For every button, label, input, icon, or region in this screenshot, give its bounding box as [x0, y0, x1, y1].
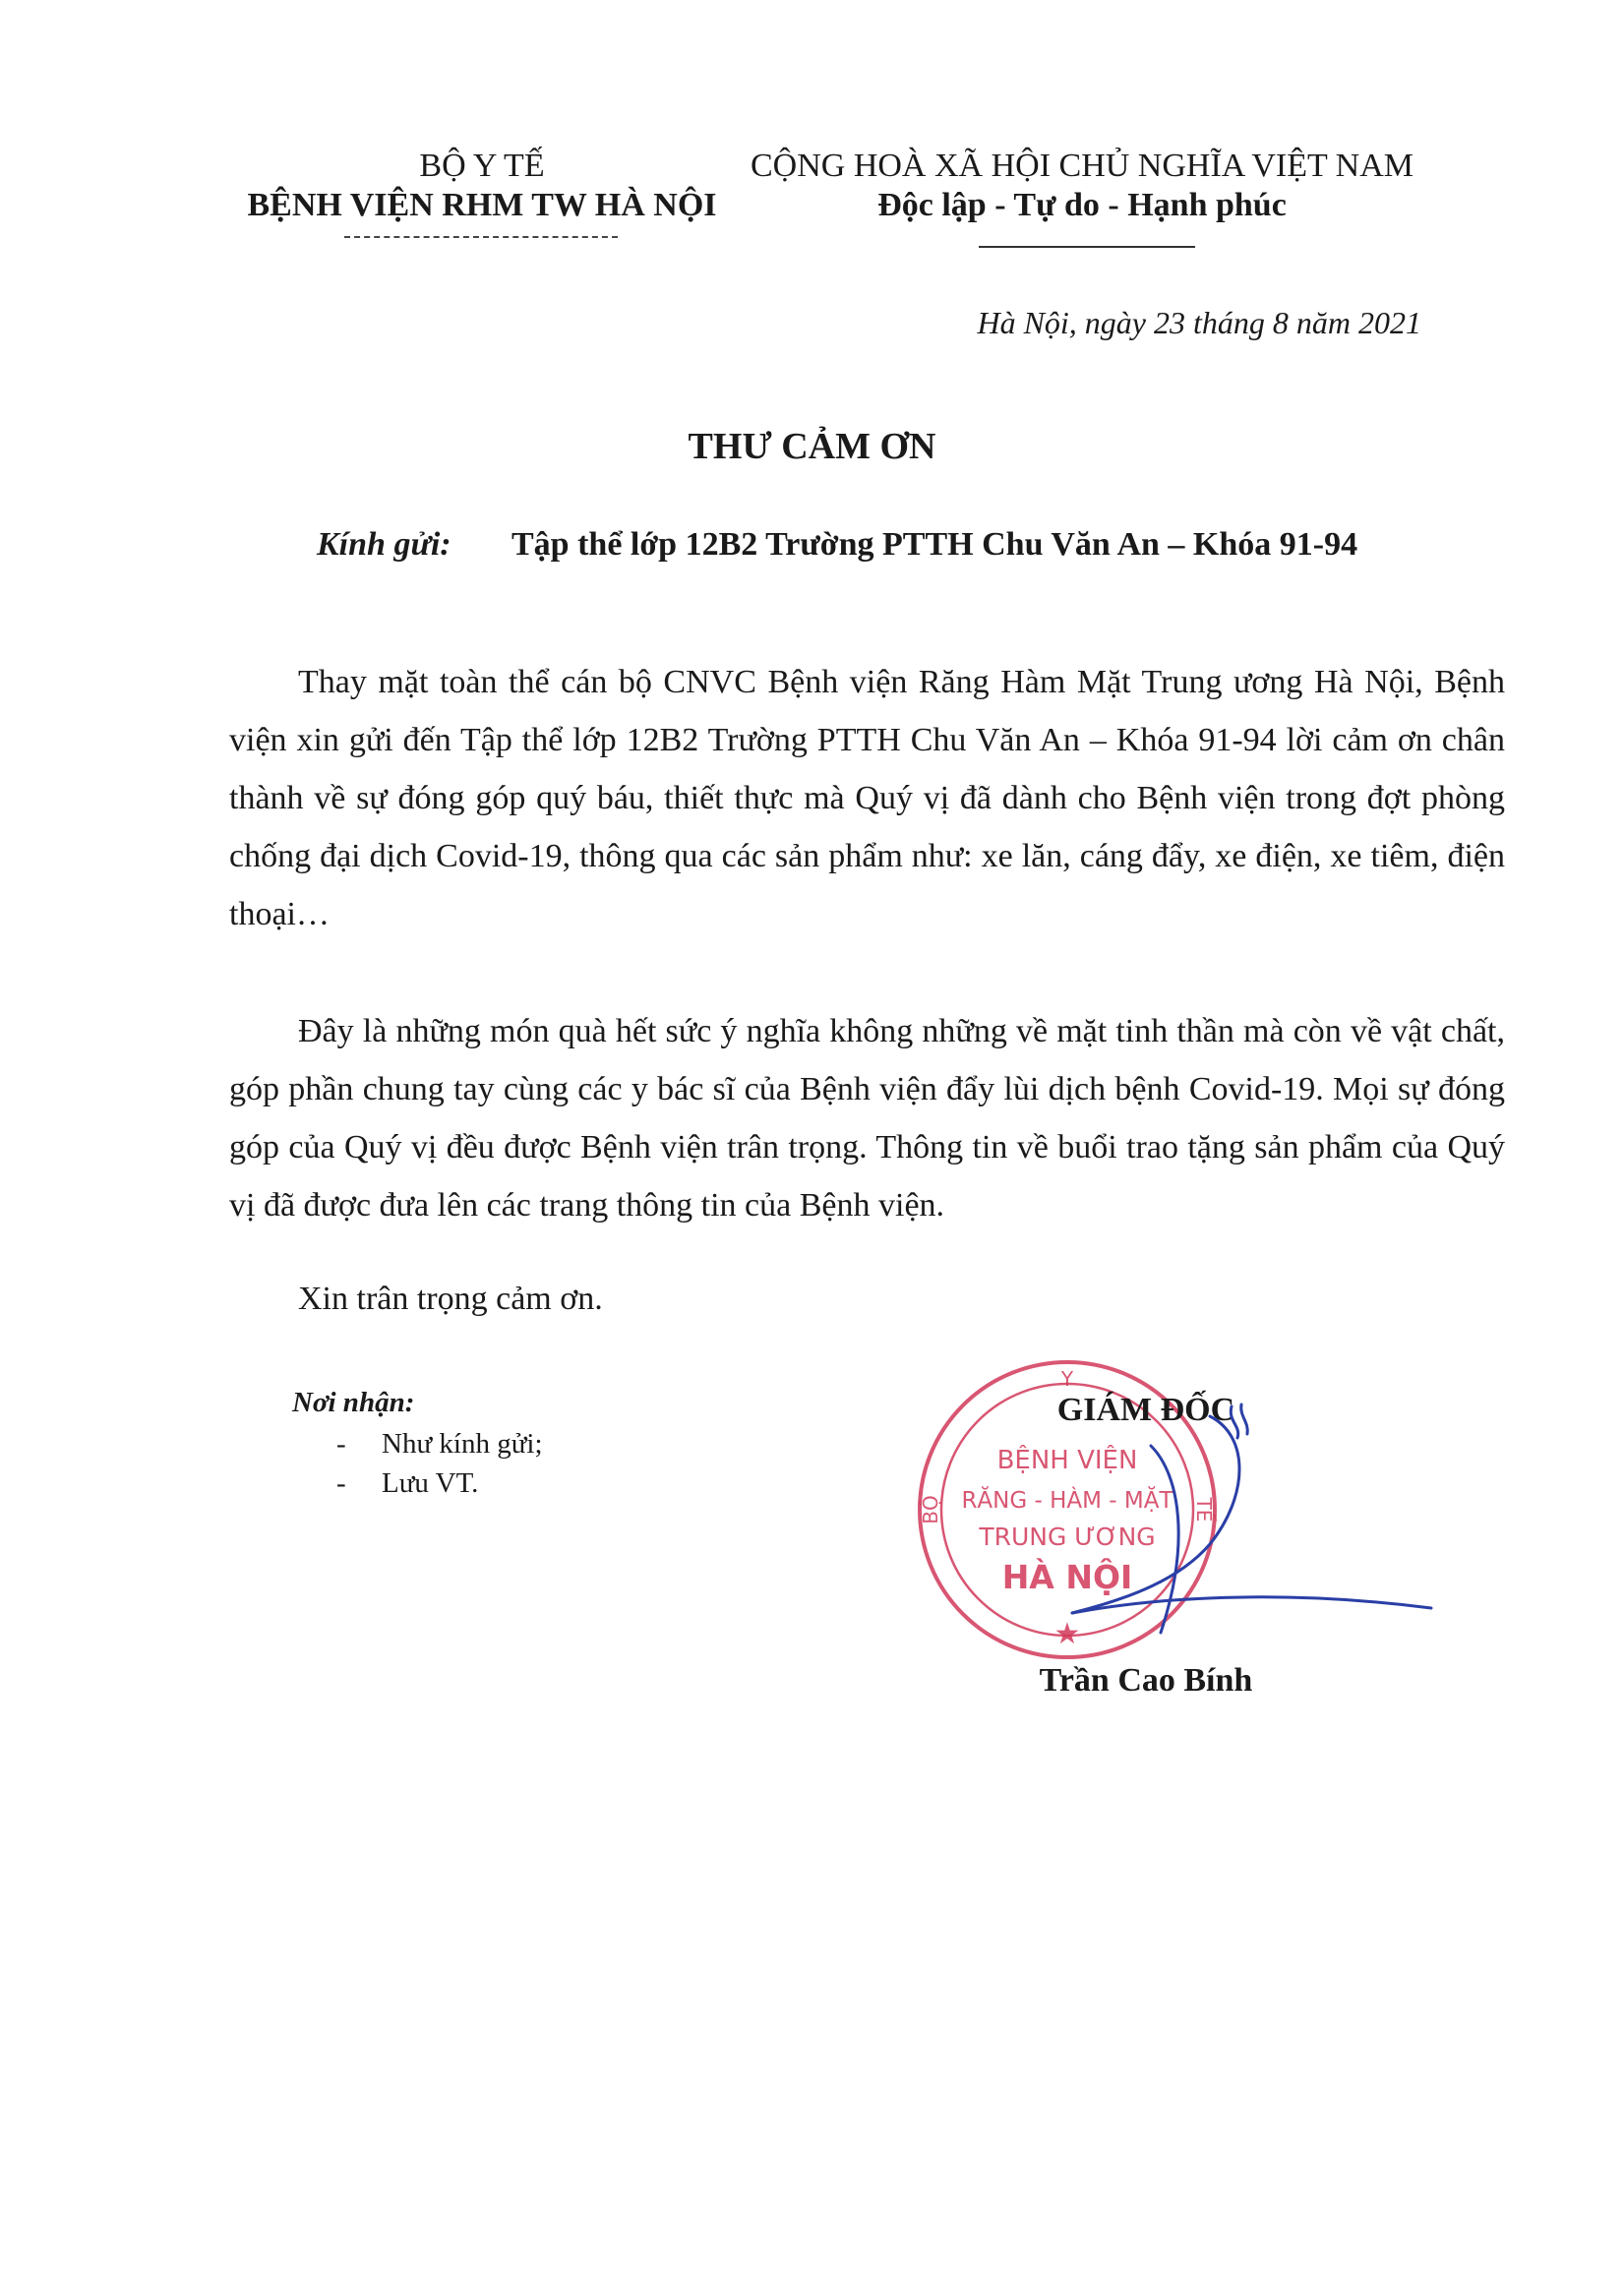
stamp-line-1: BỆNH VIỆN — [996, 1446, 1138, 1475]
letter-title: THƯ CẢM ƠN — [688, 426, 936, 467]
national-motto: Độc lập - Tự do - Hạnh phúc — [877, 187, 1287, 223]
signer-title: GIÁM ĐỐC — [1056, 1392, 1235, 1428]
body-paragraph-1: Thay mặt toàn thể cán bộ CNVC Bệnh viện Răng Hàm Mặt Trung ương Hà Nội, Bệnh viện xin gửi đến Tập thể lớp 12B2 Trường PTTH Chu Văn An – Khóa 91-94 lời cảm ơn chân thành về sự đóng góp quý báu, thiết thực mà Quý vị đã dành cho Bệnh viện trong đợt phòng chống đại dịch Covid-19, thông qua các sản phẩm như: xe lăn, cáng đẩy, xe điện, xe tiêm, điện thoại… — [229, 664, 1505, 932]
stamp-line-4: HÀ NỘI — [1001, 1558, 1133, 1596]
greeting-label: Kính gửi: — [317, 526, 451, 563]
recipient-item: - Như kính gửi; — [336, 1428, 543, 1460]
stamp-line-3: TRUNG ƯƠNG — [979, 1523, 1156, 1551]
recipients-title: Nơi nhận: — [292, 1387, 415, 1418]
header-right-divider — [979, 246, 1195, 248]
handwritten-signature — [984, 1377, 1456, 1672]
stamp-right-text: TẾ — [1192, 1497, 1216, 1523]
header-left-divider — [344, 236, 618, 238]
stamp-line-2: RĂNG - HÀM - MẶT — [961, 1488, 1173, 1514]
stamp-star: ★ — [1053, 1617, 1081, 1651]
closing-line: Xin trân trọng cảm ơn. — [298, 1281, 603, 1317]
letter-date: Hà Nội, ngày 23 tháng 8 năm 2021 — [977, 305, 1421, 340]
body-paragraph-2: Đây là những món quà hết sức ý nghĩa không những về mặt tinh thần mà còn về vật chất, góp phần chung tay cùng các y bác sĩ của Bệnh viện đẩy lùi dịch bệnh Covid-19. Mọi sự đóng góp của Quý vị đều được Bệnh viện trân trọng. Thông tin về buổi trao tặng sản phẩm của Quý vị đã được đưa lên các trang thông tin của Bệnh viện. — [229, 1013, 1505, 1224]
hospital-name: BỆNH VIỆN RHM TW HÀ NỘI — [247, 187, 717, 223]
stamp-left-text: BỘ — [919, 1495, 942, 1524]
recipient-item: - Lưu VT. — [336, 1467, 479, 1499]
greeting-recipient: Tập thể lớp 12B2 Trường PTTH Chu Văn An – Khóa 91-94 — [511, 526, 1358, 563]
country-name: CỘNG HOÀ XÃ HỘI CHỦ NGHĨA VIỆT NAM — [750, 148, 1413, 184]
signer-name: Trần Cao Bính — [1039, 1662, 1253, 1699]
ministry-name: BỘ Y TẾ — [419, 148, 545, 184]
stamp-top-text: Y — [1060, 1367, 1074, 1391]
